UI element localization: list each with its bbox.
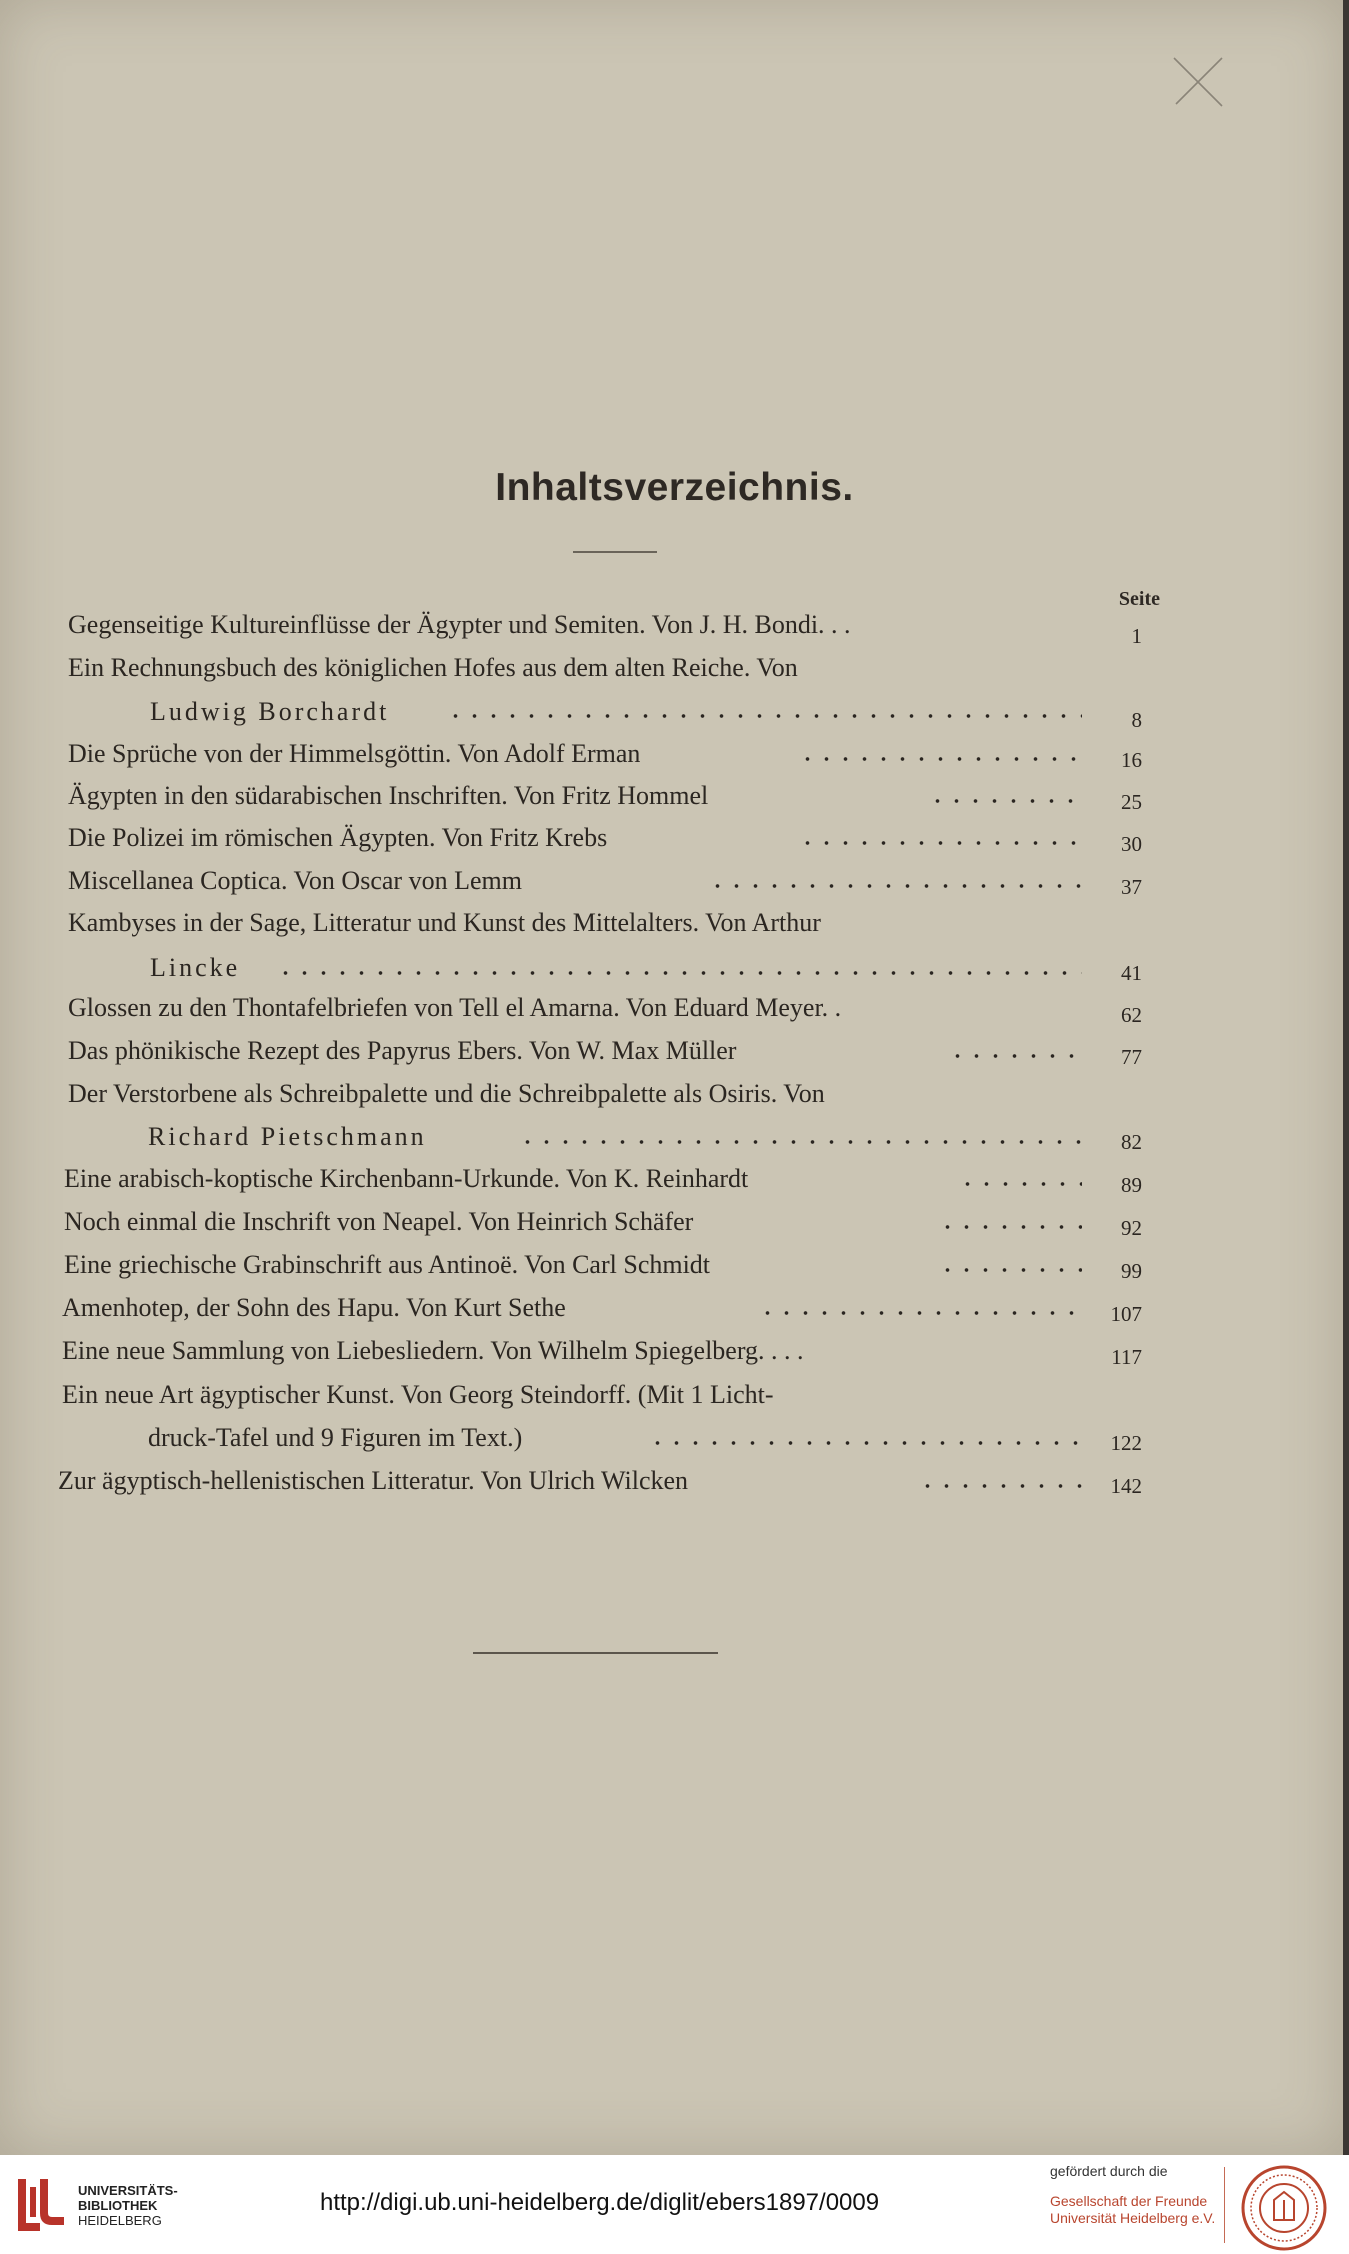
dot-leader — [798, 757, 1082, 761]
toc-entry-line: Richard Pietschmann — [148, 1122, 427, 1151]
toc-entry-line: Das phönikische Rezept des Papyrus Ebers. Von W. Max Müller — [68, 1036, 737, 1065]
pencil-cross-mark — [1168, 52, 1228, 112]
toc-page-number: 82 — [1121, 1130, 1142, 1154]
toc-entry-line: Noch einmal die Inschrift von Neapel. Von Heinrich Schäfer — [64, 1207, 694, 1236]
dot-leader — [276, 971, 1082, 975]
closing-rule — [473, 1652, 718, 1654]
dot-leader — [928, 799, 1082, 803]
dot-leader — [938, 1225, 1082, 1229]
toc-entry-line: Eine neue Sammlung von Liebesliedern. Von Wilhelm Spiegelberg. . . . — [62, 1336, 804, 1365]
dot-leader — [446, 714, 1082, 718]
toc-entry-line: Glossen zu den Thontafelbriefen von Tell el Amarna. Von Eduard Meyer. . — [68, 993, 842, 1022]
toc-page-number: 99 — [1121, 1259, 1142, 1283]
funded-by-label: gefördert durch die — [1050, 2163, 1168, 2179]
toc-page-number: 8 — [1131, 708, 1142, 732]
toc-page-number: 142 — [1110, 1474, 1142, 1498]
toc-entry-line: Zur ägyptisch-hellenistischen Litteratur. Von Ulrich Wilcken — [58, 1466, 689, 1495]
footer-divider — [1224, 2167, 1225, 2243]
toc-page-number: 25 — [1121, 790, 1142, 814]
dot-leader — [948, 1054, 1082, 1058]
society-name — [1050, 2193, 1215, 2227]
dot-leader — [518, 1140, 1082, 1144]
permalink-url[interactable]: http://digi.ub.uni-heidelberg.de/diglit/ebers1897/0009 — [320, 2189, 880, 2216]
dot-leader — [758, 1311, 1082, 1315]
toc-page-number: 62 — [1121, 1003, 1142, 1027]
title-rule — [573, 551, 657, 553]
dot-leader — [798, 841, 1082, 845]
toc-entry-line: Eine griechische Grabinschrift aus Antinoë. Von Carl Schmidt — [64, 1250, 711, 1279]
toc-entry-line: Lincke — [150, 953, 241, 982]
toc-entry-line: Eine arabisch-koptische Kirchenbann-Urkunde. Von K. Reinhardt — [64, 1164, 749, 1193]
society-name-line: Gesellschaft der Freunde — [1050, 2193, 1208, 2209]
toc-entry-line: Ein neue Art ägyptischer Kunst. Von Georg Steindorff. (Mit 1 Licht- — [62, 1380, 774, 1409]
library-name-line: HEIDELBERG — [78, 2213, 162, 2228]
page-title: Inhaltsverzeichnis. — [495, 466, 854, 509]
university-seal-icon — [1240, 2164, 1328, 2252]
toc-page-number: 77 — [1121, 1045, 1142, 1069]
society-name-line: Universität Heidelberg e.V. — [1050, 2210, 1216, 2226]
toc-page-number: 37 — [1121, 875, 1142, 899]
toc-entry-line: Ludwig Borchardt — [150, 697, 390, 726]
toc-entry-line: druck-Tafel und 9 Figuren im Text.) — [148, 1423, 523, 1452]
page-column-header: Seite — [1118, 588, 1160, 610]
library-name-line: BIBLIOTHEK — [78, 2198, 158, 2213]
toc-entry-line: Die Polizei im römischen Ägypten. Von Fritz Krebs — [68, 823, 608, 852]
dot-leader — [938, 1268, 1082, 1272]
toc-entry-line: Kambyses in der Sage, Litteratur und Kunst des Mittelalters. Von Arthur — [68, 908, 821, 937]
ub-heidelberg-logo — [10, 2173, 72, 2239]
toc-entry-line: Der Verstorbene als Schreibpalette und die Schreibpalette als Osiris. Von — [68, 1079, 825, 1108]
toc-page-number: 16 — [1121, 748, 1142, 772]
dot-leader — [708, 884, 1082, 888]
toc-page-number: 30 — [1121, 832, 1142, 856]
toc-entry-line: Amenhotep, der Sohn des Hapu. Von Kurt Sethe — [62, 1293, 566, 1322]
toc-page-number: 122 — [1110, 1431, 1142, 1455]
toc-entry-line: Die Sprüche von der Himmelsgöttin. Von Adolf Erman — [68, 739, 641, 768]
toc-page-number: 41 — [1121, 961, 1142, 985]
dot-leader — [648, 1441, 1082, 1445]
toc-entry-line: Miscellanea Coptica. Von Oscar von Lemm — [68, 866, 522, 895]
toc-entry-line: Gegenseitige Kultureinflüsse der Ägypter und Semiten. Von J. H. Bondi. . . — [68, 610, 851, 639]
toc-entry-line: Ägypten in den südarabischen Inschriften. Von Fritz Hommel — [68, 781, 709, 810]
toc-page-number: 107 — [1110, 1302, 1142, 1326]
dot-leader — [958, 1182, 1082, 1186]
toc-page-number: 92 — [1121, 1216, 1142, 1240]
library-name-line: UNIVERSITÄTS- — [78, 2183, 178, 2198]
toc-entry-line: Ein Rechnungsbuch des königlichen Hofes aus dem alten Reiche. Von — [68, 653, 798, 682]
library-name — [78, 2183, 178, 2228]
toc-page-number: 117 — [1111, 1345, 1142, 1369]
dot-leader — [918, 1484, 1082, 1488]
digitization-footer — [0, 2155, 1349, 2254]
toc-page-number: 1 — [1131, 624, 1142, 648]
toc-page-number: 89 — [1121, 1173, 1142, 1197]
